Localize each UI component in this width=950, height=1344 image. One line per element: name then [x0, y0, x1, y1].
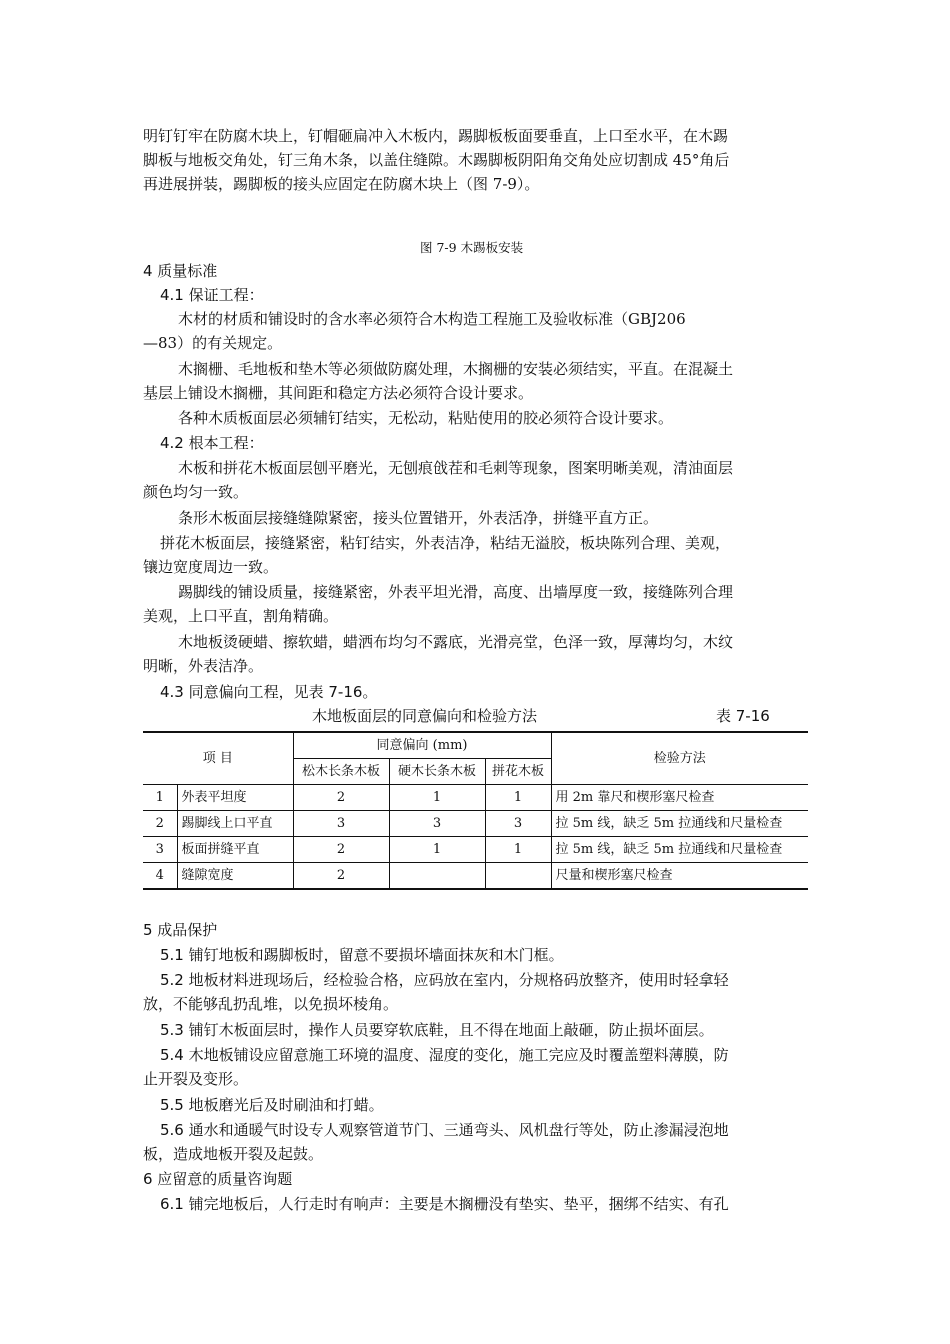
row-method: 拉 5m 线，缺乏 5m 拉通线和尺量检查: [551, 811, 808, 837]
row-pine-value: 3: [293, 811, 389, 837]
header-method: 检验方法: [551, 732, 808, 785]
s6-item-1: 6.1 铺完地板后，人行走时有响声：主要是木搁栅没有垫实、垫平，捆绑不结实、有孔: [160, 1195, 729, 1213]
row-pine-value: 2: [293, 863, 389, 890]
row-item: 板面拼缝平直: [177, 837, 293, 863]
s4-p7-line-2: 美观，上口平直，割角精确。: [143, 607, 339, 625]
s4-p2-line-2: 基层上铺设木搁栅，其间距和稳定方法必须符合设计要求。: [143, 384, 534, 402]
row-number: 4: [143, 863, 177, 890]
section-5-heading: 5 成品保护: [143, 921, 218, 939]
section-4-1-heading: 4.1 保证工程：: [160, 286, 264, 304]
s4-p8-line-2: 明晰，外表洁净。: [143, 657, 264, 675]
section-6-heading: 6 应留意的质量咨询题: [143, 1170, 293, 1188]
s4-p1-line-1: 木材的材质和铺设时的含水率必须符合木构造工程施工及验收标准（GBJ206: [178, 310, 686, 328]
s4-p8-line-1: 木地板烫硬蜡、擦软蜡，蜡洒布均匀不露底，光滑亮堂，色泽一致，厚薄均匀，木纹: [178, 633, 734, 651]
row-method: 尺量和楔形塞尺检查: [551, 863, 808, 890]
s4-p5: 条形木板面层接缝缝隙紧密，接头位置错开，外表活净，拼缝平直方正。: [178, 509, 659, 527]
row-parquet-value: 1: [485, 785, 551, 811]
s4-p2-line-1: 木搁栅、毛地板和垫木等必须做防腐处理，木搁栅的安装必须结实，平直。在混凝土: [178, 360, 734, 378]
s4-p7-line-1: 踢脚线的铺设质量，接缝紧密，外表平坦光滑，高度、出墙厚度一致，接缝陈列合理: [178, 583, 734, 601]
s5-item-6-line-1: 5.6 通水和通暖气时设专人观察管道节门、三通弯头、风机盘行等处，防止渗漏浸泡地: [160, 1121, 729, 1139]
table-row: [143, 811, 808, 837]
header-hardwood: 硬木长条木板: [389, 759, 485, 785]
section-4-3-heading: 4.3 同意偏向工程，见表 7-16。: [160, 683, 378, 701]
s5-item-6-line-2: 板，造成地板开裂及起鼓。: [143, 1145, 324, 1163]
row-method: 拉 5m 线，缺乏 5m 拉通线和尺量检查: [551, 837, 808, 863]
row-number: 1: [143, 785, 177, 811]
s5-item-1: 5.1 铺钉地板和踢脚板时，留意不要损坏墙面抹灰和木门框。: [160, 946, 564, 964]
row-method: 用 2m 靠尺和楔形塞尺检查: [551, 785, 808, 811]
para-top-line-1: 明钉钉牢在防腐木块上，钉帽砸扁冲入木板内，踢脚板板面要垂直，上口至水平，在木踢: [143, 127, 729, 145]
table-row: [143, 863, 808, 890]
para-top-line-2: 脚板与地板交角处，钉三角木条，以盖住缝隙。木踢脚板阴阳角交角处应切割成 45°角后: [143, 151, 730, 169]
table-header-row: [143, 732, 808, 759]
table-row: [143, 837, 808, 863]
row-parquet-value: 3: [485, 811, 551, 837]
s4-p4-line-2: 颜色均匀一致。: [143, 483, 249, 501]
s5-item-2-line-1: 5.2 地板材料进现场后，经检验合格，应码放在室内，分规格码放整齐，使用时轻拿轻: [160, 971, 729, 989]
s5-item-4-line-2: 止开裂及变形。: [143, 1070, 249, 1088]
table-number: 表 7-16: [716, 707, 770, 725]
row-item: 踢脚线上口平直: [177, 811, 293, 837]
s5-item-4-line-1: 5.4 木地板铺设应留意施工环境的温度、湿度的变化，施工完应及时覆盖塑料薄膜，防: [160, 1046, 729, 1064]
figure-caption: 图 7-9 木踢板安装: [420, 240, 524, 255]
row-parquet-value: [485, 863, 551, 890]
para-top-line-3: 再进展拼装，踢脚板的接头应固定在防腐木块上（图 7-9）。: [143, 175, 540, 193]
s4-p6-line-2: 镶边宽度周边一致。: [143, 558, 279, 576]
row-parquet-value: 1: [485, 837, 551, 863]
table-row: [143, 785, 808, 811]
s5-item-3: 5.3 铺钉木板面层时，操作人员要穿软底鞋，且不得在地面上敲砸，防止损坏面层。: [160, 1021, 714, 1039]
header-pine: 松木长条木板: [293, 759, 389, 785]
section-4-heading: 4 质量标准: [143, 262, 218, 280]
row-pine-value: 2: [293, 785, 389, 811]
row-hardwood-value: 1: [389, 785, 485, 811]
row-hardwood-value: 3: [389, 811, 485, 837]
row-number: 3: [143, 837, 177, 863]
row-number: 2: [143, 811, 177, 837]
header-deviation: 同意偏向 (mm): [293, 732, 551, 759]
s4-p4-line-1: 木板和拼花木板面层刨平磨光，无刨痕戗茬和毛刺等现象，图案明晰美观，清油面层: [178, 459, 734, 477]
section-4-2-heading: 4.2 根本工程：: [160, 434, 264, 452]
row-pine-value: 2: [293, 837, 389, 863]
header-item: 项 目: [143, 732, 293, 785]
row-hardwood-value: 1: [389, 837, 485, 863]
row-item: 缝隙宽度: [177, 863, 293, 890]
deviation-table: [143, 731, 808, 890]
s5-item-2-line-2: 放，不能够乱扔乱堆，以免损坏棱角。: [143, 995, 399, 1013]
s4-p1-line-2: —83）的有关规定。: [143, 334, 283, 352]
table-title: 木地板面层的同意偏向和检验方法: [312, 707, 538, 725]
header-parquet: 拼花木板: [485, 759, 551, 785]
row-hardwood-value: [389, 863, 485, 890]
s4-p3: 各种木质板面层必须辅钉结实，无松动，粘贴使用的胶必须符合设计要求。: [178, 409, 674, 427]
s4-p6-line-1: 拼花木板面层，接缝紧密，粘钉结实，外表洁净，粘结无溢胶，板块陈列合理、美观，: [160, 534, 731, 552]
row-item: 外表平坦度: [177, 785, 293, 811]
s5-item-5: 5.5 地板磨光后及时刷油和打蜡。: [160, 1096, 384, 1114]
